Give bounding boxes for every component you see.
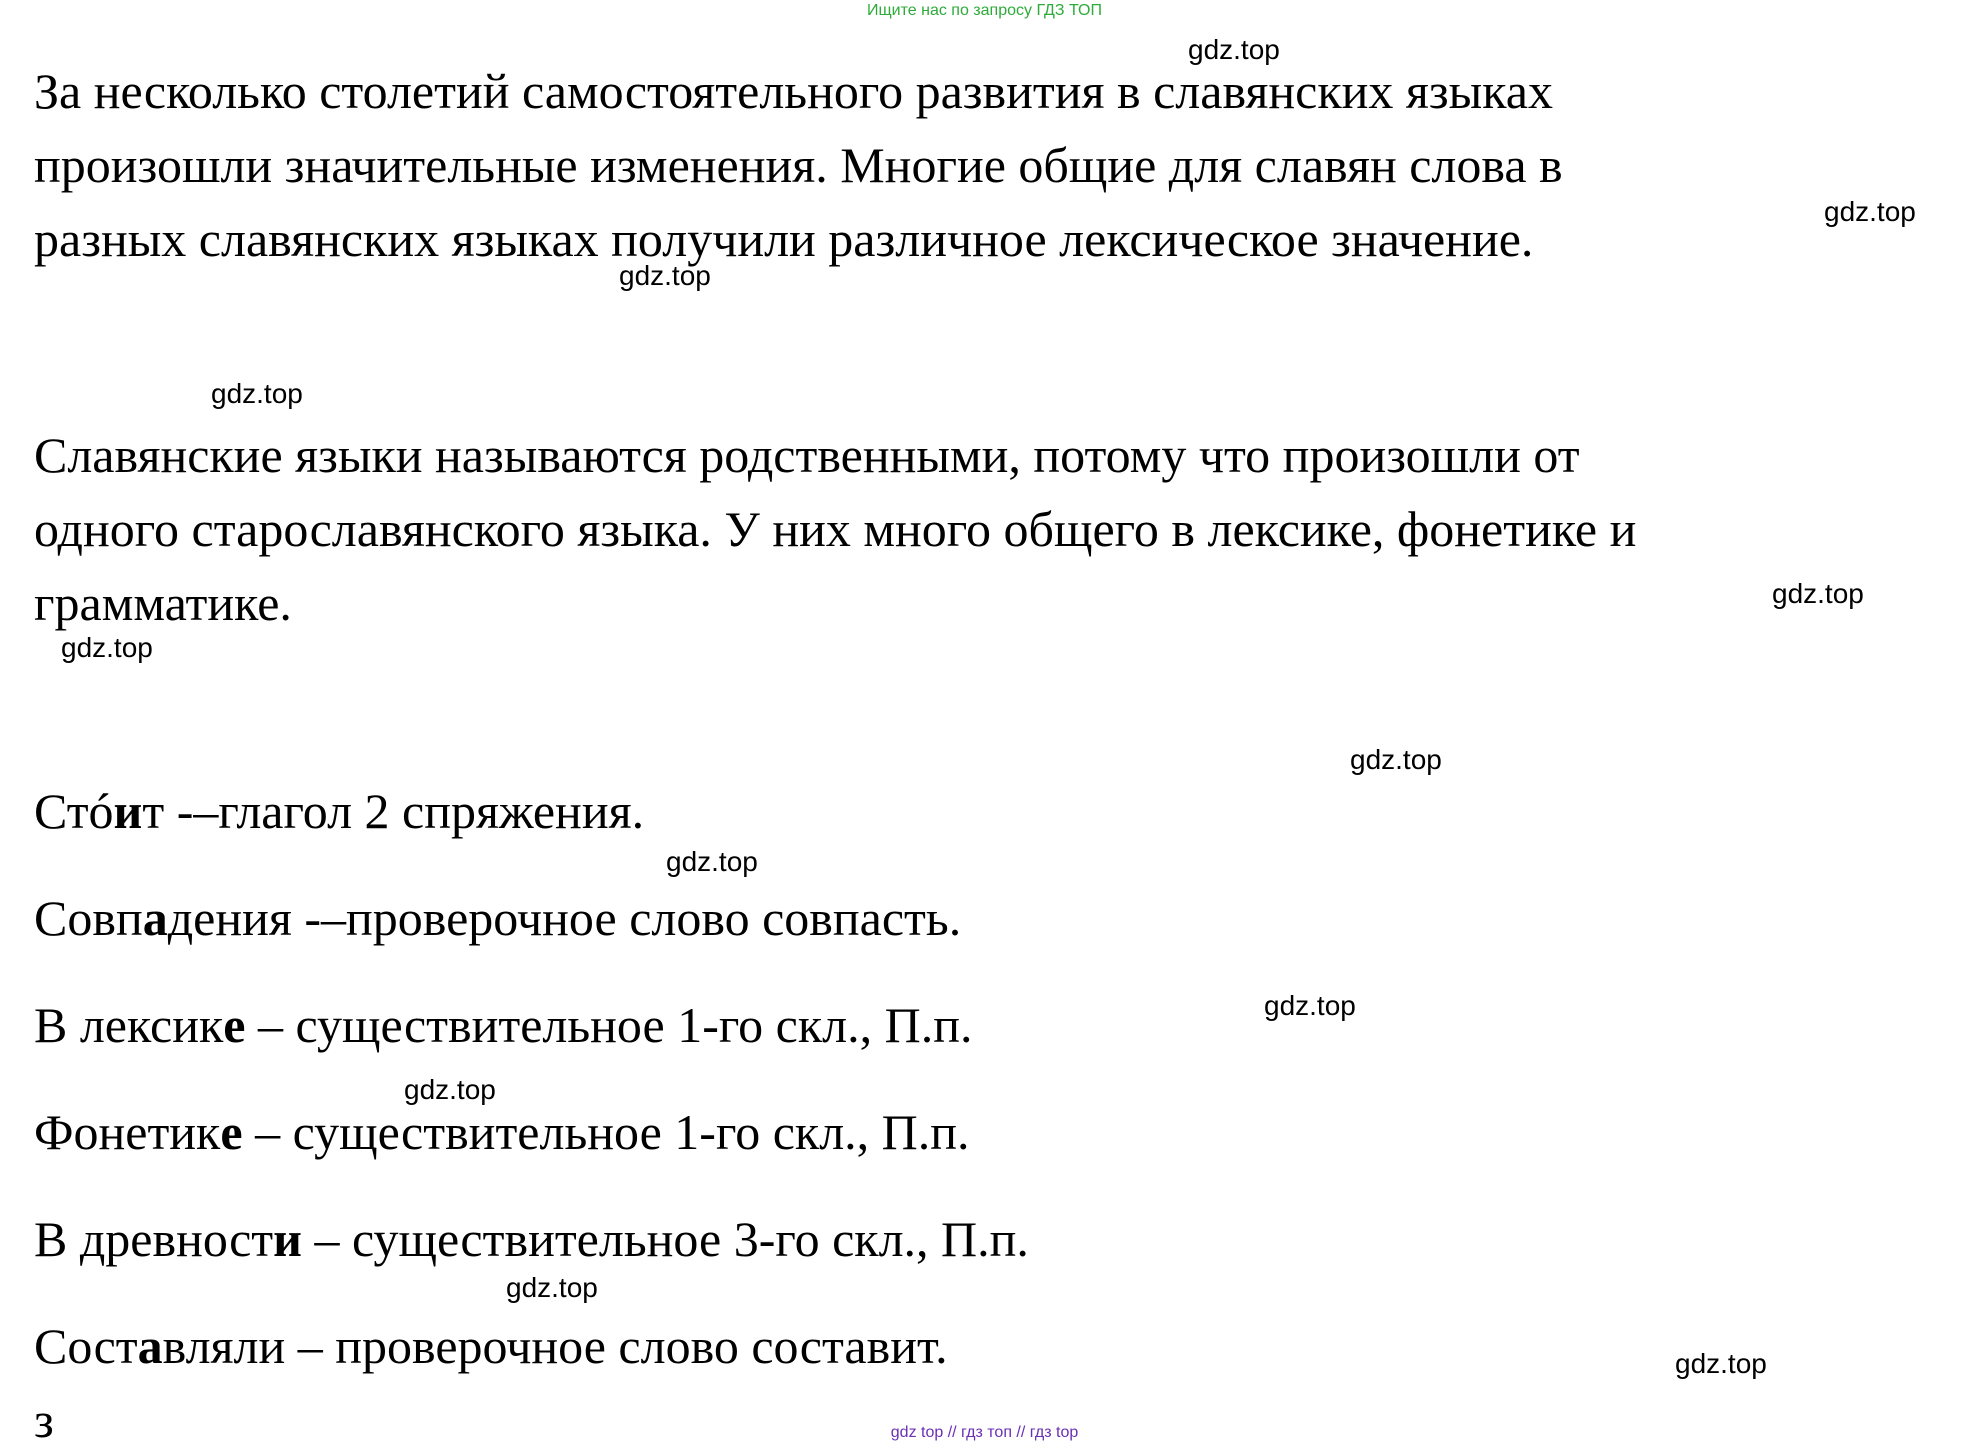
watermark: gdz.top (404, 1074, 496, 1105)
paragraph-1-line: За несколько столетий самостоятельного развития в славянских языках (34, 63, 1553, 119)
watermark: gdz.top (619, 260, 711, 291)
paragraph-2-line: Славянские языки называются родственными, потому что произошли от (34, 427, 1580, 483)
analysis-line: Фонетике – существительное 1-го скл., П.п. (34, 1104, 970, 1160)
cut-off-line: з (34, 1392, 54, 1448)
analysis-line: Совпадения -–проверочное слово совпасть. (34, 890, 962, 946)
analysis-line: Составляли – проверочное слово составит. (34, 1318, 948, 1374)
watermark: gdz.top (506, 1272, 598, 1303)
watermark: gdz.top (61, 632, 153, 663)
analysis-line: В древности – существительное 3-го скл., П.п. (34, 1211, 1029, 1267)
analysis-line: В лексике – существительное 1-го скл., П.п. (34, 997, 973, 1053)
watermark: gdz.top (666, 846, 758, 877)
footer-links: gdz top // гдз топ // гдз top (890, 1424, 1079, 1441)
analysis-line: Стóит -–глагол 2 спряжения. (34, 783, 645, 839)
paragraph-2-line: грамматике. (34, 575, 292, 631)
paragraph-2-line: одного старославянского языка. У них много общего в лексике, фонетике и (34, 501, 1637, 557)
watermark: gdz.top (1824, 196, 1916, 227)
watermark: gdz.top (1350, 744, 1442, 775)
watermark: gdz.top (1675, 1348, 1767, 1379)
watermark: gdz.top (1188, 34, 1280, 65)
top-banner: Ищите нас по запросу ГДЗ ТОП (867, 2, 1102, 19)
paragraph-1-line: произошли значительные изменения. Многие общие для славян слова в (34, 137, 1563, 193)
watermark: gdz.top (1264, 990, 1356, 1021)
paragraph-1-line: разных славянских языках получили различное лексическое значение. (34, 211, 1534, 267)
watermark: gdz.top (1772, 578, 1864, 609)
watermark: gdz.top (211, 378, 303, 409)
